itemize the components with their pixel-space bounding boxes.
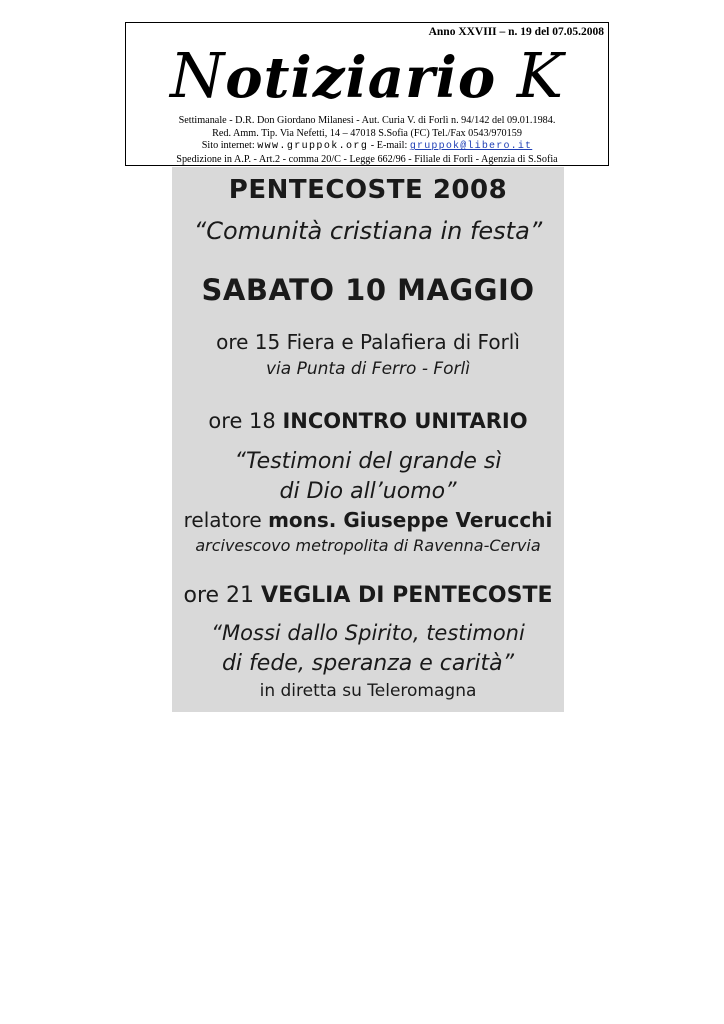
site-link[interactable]: www.gruppok.org [257,141,369,153]
event2-name: INCONTRO UNITARIO [282,409,528,433]
event2-speaker-role: arcivescovo metropolita di Ravenna-Cervia [195,536,541,555]
event3-quote-line2: di fede, speranza e carità” [221,651,515,676]
event3-name: VEGLIA DI PENTECOSTE [261,583,553,608]
event1-time: ore 15 Fiera e Palafiera di Forlì [216,330,520,354]
site-label: Sito internet: [201,140,255,152]
event2-quote-line1: “Testimoni del grande sì [234,449,502,474]
event2-speaker-line [172,508,564,532]
event3-time: ore 21 [183,583,255,608]
event2-time: ore 18 [208,409,276,433]
event1-place: via Punta di Ferro - Forlì [266,359,470,379]
title-middle: otiziario [225,45,497,111]
publisher-line: Settimanale - D.R. Don Giordano Milanesi - Aut. Curia V. di Forlì n. 94/142 del 09.01.1984. [178,115,556,126]
address-line: Red. Amm. Tip. Via Nefetti, 14 – 47018 S.Sofia (FC) Tel./Fax 0543/970159 [212,127,522,139]
contact-line [126,140,608,154]
event2-speaker-label: relatore [183,508,262,532]
title-final: K [516,39,565,112]
event3-broadcast: in diretta su Teleromagna [259,681,477,701]
email-link[interactable]: gruppok@libero.it [409,141,533,153]
newspaper-title [126,41,608,113]
event2-heading [172,409,564,433]
event2-speaker: mons. Giuseppe Verucchi [268,508,553,532]
flyer-theme: “Comunità cristiana in festa” [193,217,543,245]
shipping-line: Spedizione in A.P. - Art.2 - comma 20/C - Legge 662/96 - Filiale di Forlì - Agenzia di S.Sofia [176,153,558,165]
event-flyer [172,167,564,712]
email-label: - E-mail: [370,140,408,152]
flyer-date: SABATO 10 MAGGIO [201,273,535,307]
masthead [125,22,609,166]
masthead-details [126,115,608,166]
flyer-title: PENTECOSTE 2008 [228,175,508,205]
event2-quote-line2: di Dio all’uomo” [279,479,457,504]
title-initial: N [169,39,226,112]
event3-heading [172,583,564,608]
event3-quote-line1: “Mossi dallo Spirito, testimoni [211,621,525,645]
issue-info: Anno XXVIII – n. 19 del 07.05.2008 [428,26,604,38]
